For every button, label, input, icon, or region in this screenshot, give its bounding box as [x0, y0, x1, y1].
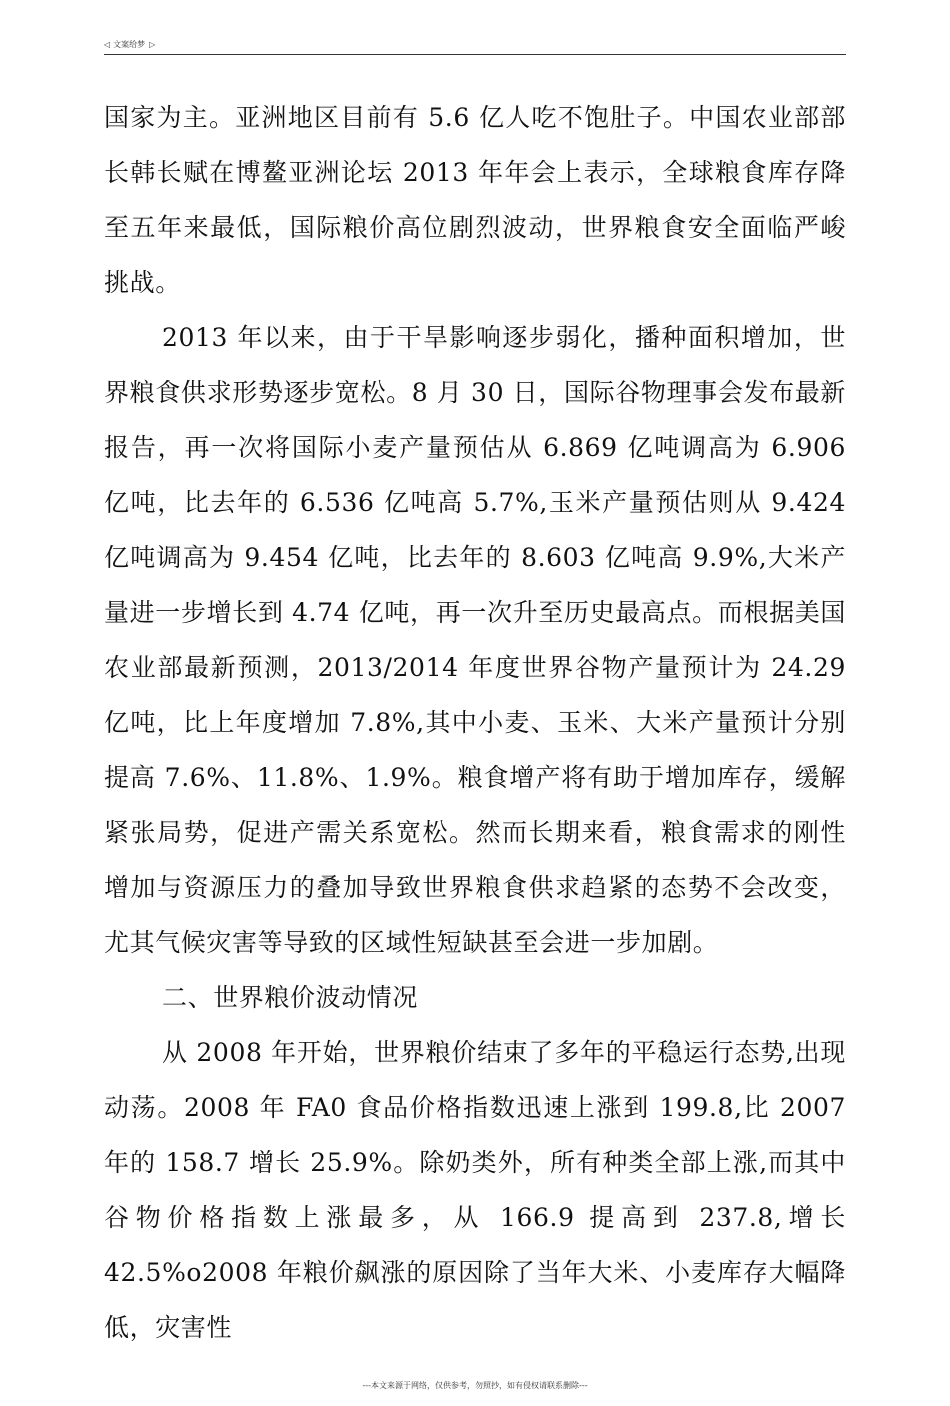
header-title: 文案给梦 — [113, 40, 146, 49]
section-heading: 二、世界粮价波动情况 — [162, 983, 419, 1012]
left-triangle-icon: ◁ — [104, 40, 111, 49]
page-footer: ---本文来源于网络，仅供参考，勿照抄，如有侵权请联系删除--- — [362, 1381, 588, 1390]
right-triangle-icon: ▷ — [149, 40, 156, 49]
page-header — [104, 38, 846, 55]
paragraph-2: 2013 年以来，由于干旱影响逐步弱化，播种面积增加，世界粮食供求形势逐步宽松。8 月 30 日，国际谷物理事会发布最新报告，再一次将国际小麦产量预估从 6.869 亿吨调高为 6.906 亿吨，比去年的 6.536 亿吨高 5.7%,玉米产量预估则从 9.424 亿吨调高为 9.454 亿吨，比去年的 8.603 亿吨高 9.9%,大米产量进一步增长到 4.74 亿吨，再一次升至历史最高点。而根据美国农业部最新预测，2013/2014 年度世界谷物产量预计为 24.29 亿吨，比上年度增加 7.8%,其中小麦、玉米、大米产量预计分别提高 7.6%、11.8%、1.9%。粮食增产将有助于增加库存，缓解紧张局势，促进产需关系宽松。然而长期来看，粮食需求的刚性增加与资源压力的叠加导致世界粮食供求趋紧的态势不会改变，尤其气候灾害等导致的区域性短缺甚至会进一步加剧。 — [104, 323, 846, 957]
document-body — [104, 90, 846, 1355]
paragraph-1: 国家为主。亚洲地区目前有 5.6 亿人吃不饱肚子。中国农业部部长韩长赋在博鳌亚洲论坛 2013 年年会上表示，全球粮食库存降至五年来最低，国际粮价高位剧烈波动，世界粮食安全面临严峻挑战。 — [104, 103, 846, 297]
paragraph-3: 从 2008 年开始，世界粮价结束了多年的平稳运行态势,出现动荡。2008 年 FA0 食品价格指数迅速上涨到 199.8,比 2007 年的 158.7 增长 25.9%。除奶类外，所有种类全部上涨,而其中谷物价格指数上涨最多，从 166.9 提高到 237.8,增长 42.5%o2008 年粮价飙涨的原因除了当年大米、小麦库存大幅降低，灾害性 — [104, 1038, 846, 1342]
